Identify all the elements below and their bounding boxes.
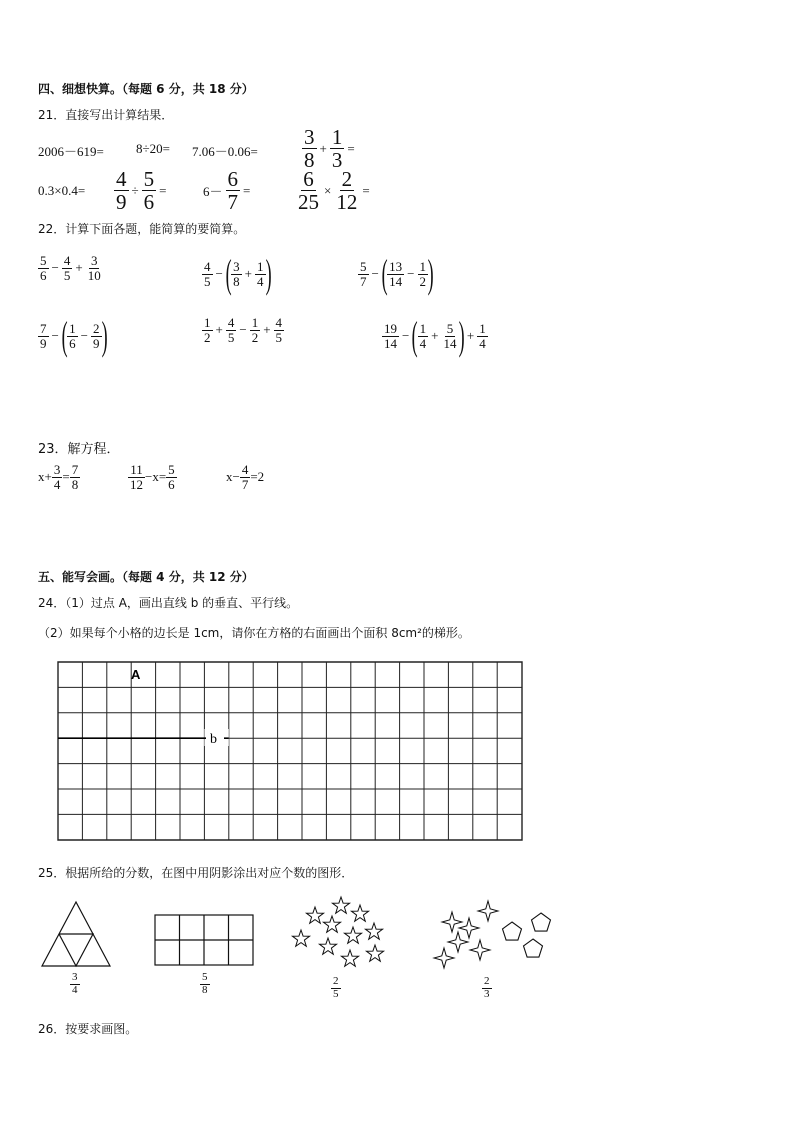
star-icon — [366, 945, 383, 961]
numerator: 4 — [116, 167, 127, 191]
right-paren: ) — [101, 313, 108, 358]
star-icon — [292, 930, 309, 946]
numerator: 1 — [69, 320, 76, 336]
numerator: 5 — [143, 167, 155, 191]
q21-r1-a: 2006－619= — [38, 144, 104, 159]
operator: + — [466, 328, 475, 343]
numerator: 3 — [53, 462, 61, 477]
denominator: 4 — [72, 983, 78, 996]
numerator: 2 — [341, 167, 353, 191]
q23-label: 23．解方程． — [38, 442, 120, 457]
four-point-star-icon — [478, 901, 498, 921]
pentagon-icon — [524, 939, 543, 957]
star-icon — [323, 916, 340, 932]
equals: = — [62, 469, 70, 485]
operator: − — [80, 328, 89, 343]
star-icon — [344, 927, 361, 943]
denominator: 8 — [233, 273, 240, 289]
left-paren: ( — [61, 313, 68, 358]
numerator: 1 — [257, 258, 264, 274]
equals: = — [362, 182, 370, 198]
q21-r1-d — [302, 126, 358, 171]
denominator: 4 — [53, 476, 61, 492]
numerator: 4 — [63, 253, 71, 268]
denominator: 9 — [116, 190, 127, 215]
section-4-title: 四、细想快算。（每题 6 分，共 18 分） — [38, 82, 254, 96]
denominator: 6 — [40, 267, 47, 283]
four-point-star-icon — [442, 912, 462, 932]
denominator: 5 — [63, 267, 71, 283]
operator: + — [263, 322, 271, 338]
q24-line-2: （2）如果每个小格的边长是 1cm，请你在方格的右面画出个面积 8cm²的梯形。 — [38, 626, 470, 640]
numerator: 6 — [303, 167, 314, 191]
denominator: 5 — [333, 987, 339, 1000]
numerator: 2 — [333, 975, 339, 987]
q22-expr-2 — [202, 251, 272, 296]
operator: + — [75, 260, 83, 276]
pentagon-icon — [532, 913, 551, 931]
operator: − — [407, 266, 415, 281]
numerator: 1 — [204, 315, 211, 330]
numerator: 1 — [419, 320, 427, 336]
numerator: 3 — [304, 125, 315, 149]
numerator: 19 — [384, 320, 397, 336]
numerator: 2 — [484, 975, 490, 987]
operator: ÷ — [131, 182, 139, 198]
numerator: 1 — [479, 320, 486, 336]
numerator: 5 — [360, 258, 367, 274]
fraction-2-5 — [331, 976, 341, 1000]
left-paren: ( — [225, 251, 232, 296]
operator: − — [239, 322, 247, 338]
suffix: =2 — [250, 469, 265, 485]
left-paren: ( — [412, 313, 419, 358]
operator: + — [319, 140, 327, 156]
denominator: 12 — [336, 190, 358, 215]
q21-r2-c — [200, 168, 253, 213]
equals: = — [243, 182, 251, 198]
equals: = — [347, 140, 355, 156]
numerator: 1 — [419, 258, 427, 274]
q21-r1-c: 7.06－0.06= — [192, 144, 258, 159]
denominator: 12 — [130, 476, 143, 492]
q26-label: 26．按要求画图。 — [38, 1022, 138, 1036]
fraction-5-8 — [200, 972, 210, 996]
denominator: 25 — [298, 190, 319, 215]
q22-expr-1 — [38, 254, 103, 282]
mixed-shapes-figure — [432, 898, 558, 972]
q22-expr-3 — [358, 251, 434, 296]
numerator: 5 — [40, 253, 47, 268]
denominator: 2 — [419, 273, 427, 289]
numerator: 4 — [275, 315, 283, 330]
operator: − — [402, 328, 410, 343]
prefix: 6－ — [203, 184, 223, 200]
numerator: 3 — [90, 253, 98, 268]
operator: − — [51, 260, 59, 276]
denominator: 5 — [204, 273, 211, 289]
section-5-title: 五、能写会画。（每题 4 分，共 12 分） — [38, 570, 254, 584]
numerator: 4 — [241, 462, 249, 477]
fraction-3-4 — [70, 972, 80, 996]
q21-r2-d — [296, 168, 373, 213]
prefix: x− — [226, 469, 240, 485]
q25-label: 25．根据所给的分数，在图中用阴影涂出对应个数的图形． — [38, 866, 354, 880]
denominator: 4 — [419, 335, 427, 351]
denominator: 3 — [331, 148, 343, 173]
denominator: 7 — [360, 273, 367, 289]
denominator: 3 — [484, 987, 490, 1000]
q22-expr-6 — [382, 313, 488, 358]
q24-line-1: 24．（1）过点 A，画出直线 b 的垂直、平行线。 — [38, 596, 299, 610]
star-icon — [332, 897, 349, 913]
fraction-2-3 — [482, 976, 492, 1000]
star-icon — [306, 907, 323, 923]
four-point-star-icon — [448, 932, 468, 952]
q23-eq-3 — [226, 463, 264, 491]
triangle-figure — [38, 898, 118, 970]
stars-figure — [286, 892, 390, 974]
q21-label: 21．直接写出计算结果． — [38, 108, 174, 122]
left-paren: ( — [381, 251, 388, 296]
middle: −x= — [145, 469, 167, 485]
point-a-label: A — [131, 667, 141, 682]
denominator: 5 — [227, 329, 235, 345]
q23-eq-1 — [38, 463, 80, 491]
numerator: 5 — [168, 462, 175, 477]
star-icon — [365, 923, 382, 939]
numerator: 11 — [130, 462, 143, 477]
denominator: 7 — [227, 190, 239, 215]
prefix: x+ — [38, 469, 52, 485]
q21-r2-b — [114, 168, 169, 213]
denominator: 14 — [443, 335, 457, 351]
right-paren: ) — [458, 313, 465, 358]
denominator: 2 — [251, 329, 259, 345]
operator: + — [244, 266, 253, 281]
numerator: 13 — [389, 258, 403, 274]
operator: − — [51, 328, 59, 343]
operator: − — [371, 266, 379, 281]
denominator: 6 — [143, 190, 155, 215]
denominator: 7 — [241, 476, 249, 492]
numerator: 5 — [202, 971, 208, 983]
q22-label: 22．计算下面各题，能简算的要简算。 — [38, 222, 246, 236]
right-paren: ) — [265, 251, 272, 296]
denominator: 6 — [69, 335, 76, 351]
four-point-star-icon — [459, 918, 479, 938]
four-point-star-icon — [470, 940, 490, 960]
numerator: 4 — [204, 258, 211, 274]
denominator: 4 — [257, 273, 264, 289]
denominator: 2 — [204, 329, 211, 345]
star-icon — [351, 905, 368, 921]
q21-r2-a: 0.3×0.4= — [38, 183, 86, 198]
q22-expr-4 — [38, 313, 108, 358]
denominator: 9 — [93, 335, 100, 351]
operator: + — [215, 322, 223, 338]
denominator: 8 — [71, 476, 79, 492]
denominator: 10 — [87, 267, 101, 283]
operator: + — [431, 328, 439, 343]
q21-r1-b: 8÷20= — [136, 141, 170, 156]
numerator: 3 — [233, 258, 240, 274]
operator: − — [215, 266, 223, 281]
rectangle-grid-figure — [152, 912, 256, 968]
star-icon — [319, 938, 336, 954]
numerator: 3 — [72, 971, 78, 983]
q23-eq-2 — [128, 463, 177, 491]
q22-expr-5 — [202, 316, 284, 344]
pentagon-icon — [503, 922, 522, 940]
line-b-label: b — [210, 732, 217, 747]
denominator: 6 — [168, 476, 175, 492]
q24-grid — [56, 658, 526, 844]
numerator: 4 — [227, 315, 235, 330]
numerator: 5 — [446, 320, 454, 336]
equals: = — [159, 182, 167, 198]
denominator: 8 — [202, 983, 208, 996]
numerator: 6 — [227, 167, 239, 191]
denominator: 8 — [304, 148, 315, 173]
numerator: 2 — [93, 320, 100, 336]
denominator: 9 — [40, 335, 47, 351]
right-paren: ) — [427, 251, 434, 296]
denominator: 14 — [389, 273, 403, 289]
numerator: 7 — [40, 320, 47, 336]
four-point-star-icon — [434, 948, 454, 968]
denominator: 4 — [479, 335, 486, 351]
numerator: 1 — [251, 315, 259, 330]
numerator: 7 — [71, 462, 79, 477]
denominator: 5 — [275, 329, 283, 345]
operator: × — [324, 182, 332, 198]
star-icon — [341, 950, 358, 966]
grid-lines — [58, 662, 522, 840]
numerator: 1 — [331, 125, 343, 149]
denominator: 14 — [384, 335, 397, 351]
